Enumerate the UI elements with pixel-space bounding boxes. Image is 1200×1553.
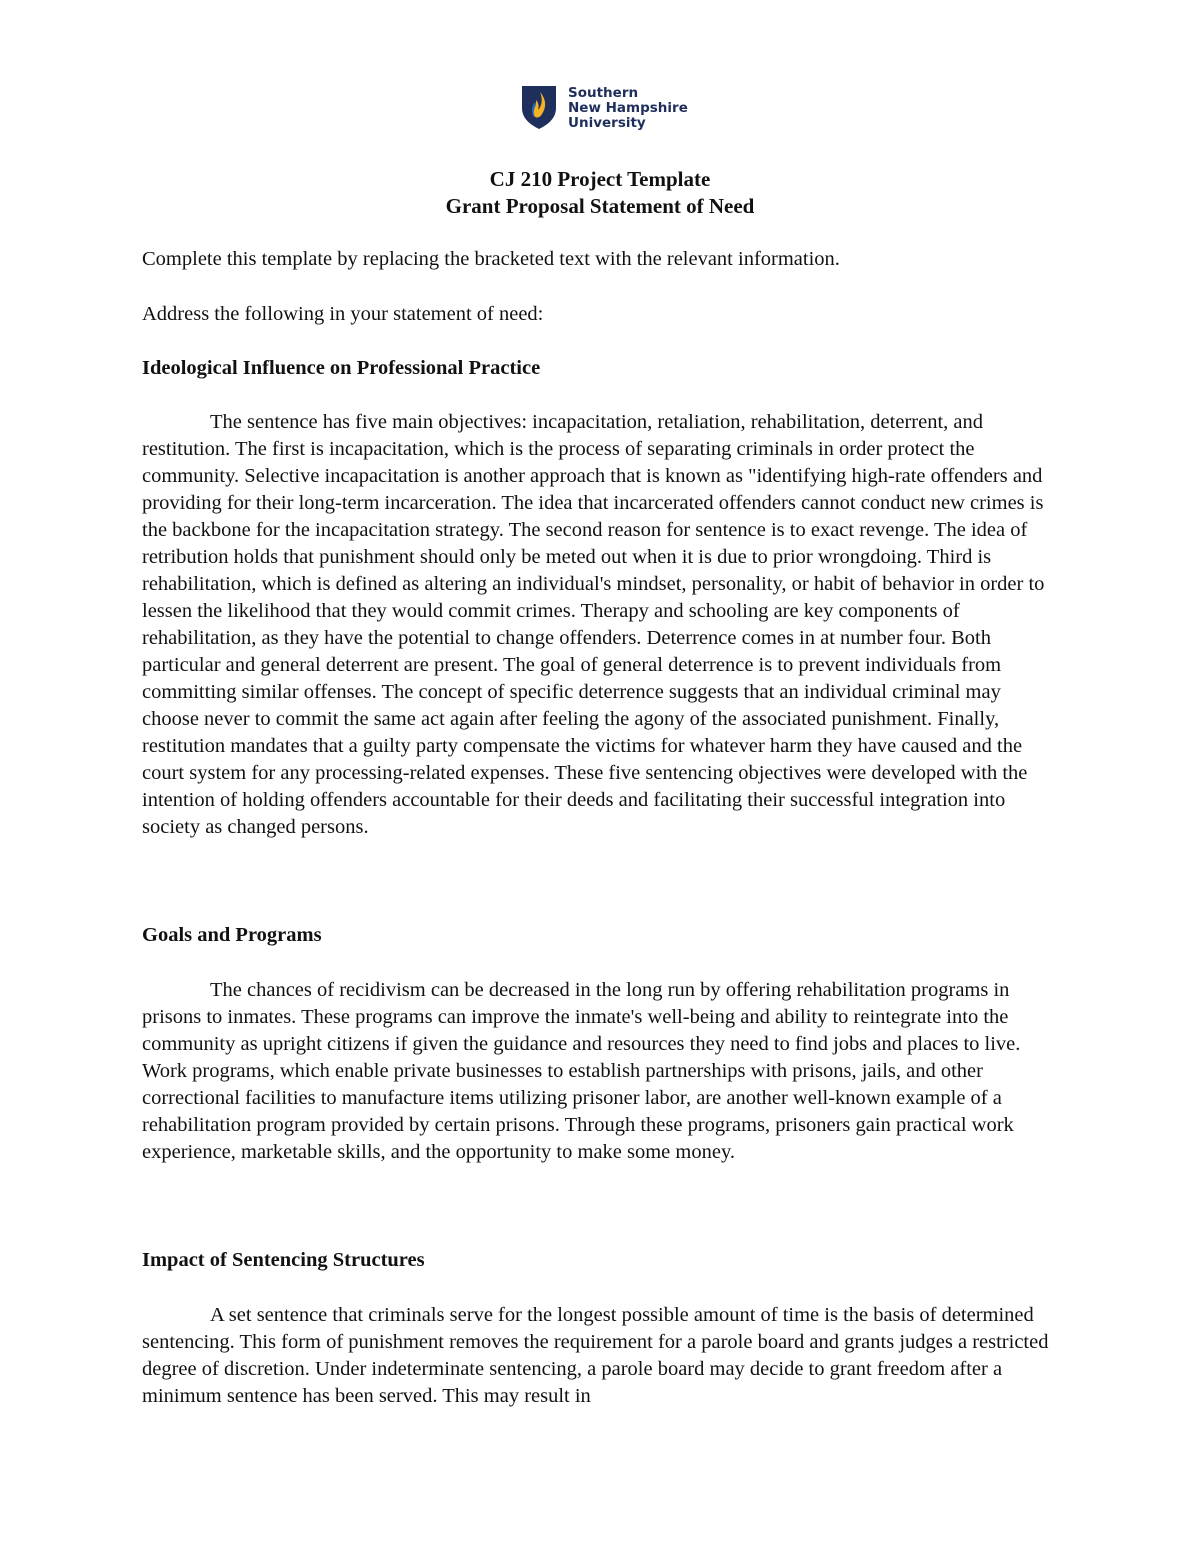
logo-line-1: Southern [568,85,639,101]
logo-wordmark [568,84,688,131]
section-body-goals-programs: The chances of recidivism can be decreased in the long run by offering rehabilitation programs in prisons to inmates. These programs can improve the inmate's well-being and ability to reintegrate into the community as upright citizens if given the guidance and resources they need to find jobs and places to live. Work programs, which enable private businesses to establish partnerships with prisons, jails, and other correctional facilities to manufacture items utilizing prisoner labor, are another well-known example of a rehabilitation program provided by certain prisons. Through these programs, prisoners gain practical work experience, marketable skills, and the opportunity to make some money. [142,979,1021,1163]
instruction-text: Complete this template by replacing the bracketed text with the relevant information. [142,248,840,270]
section-body-ideological-influence: The sentence has five main objectives: incapacitation, retaliation, rehabilitation, deterrent, and restitution. The first is incapacitation, which is the process of separating criminals in order protect the community. Selective incapacitation is another approach that is known as "identifying high-rate offenders and providing for their long-term incarceration. The idea that incarcerated offenders cannot conduct new crimes is the backbone for the incapacitation strategy. The second reason for sentence is to exact revenge. The idea of retribution holds that punishment should only be meted out when it is due to prior wrongdoing. Third is rehabilitation, which is defined as altering an individual's mindset, personality, or habit of behavior in order to lessen the likelihood that they would commit crimes. Therapy and schooling are key components of rehabilitation, as they have the potential to change offenders. Deterrence comes in at number four. Both particular and general deterrent are present. The goal of general deterrence is to prevent individuals from committing similar offenses. The concept of specific deterrence suggests that an individual criminal may choose never to commit the same act again after feeling the agony of the associated punishment. Finally, restitution mandates that a guilty party compensate the victims for whatever harm they have caused and the court system for any processing-related expenses. These five sentencing objectives were developed with the intention of holding offenders accountable for their deeds and facilitating their successful integration into society as changed persons. [142,411,1045,838]
logo-line-2: New Hampshire [568,100,688,116]
section-heading-sentencing-structures: Impact of Sentencing Structures [142,1249,425,1271]
section-body-sentencing-structures: A set sentence that criminals serve for the longest possible amount of time is the basis of determined sentencing. This form of punishment removes the requirement for a parole board and grants judges a restricted degree of discretion. Under indeterminate sentencing, a parole board may decide to grant freedom after a minimum sentence has been served. This may result in [142,1304,1049,1407]
shield-flame-icon [520,84,558,130]
logo-line-3: University [568,115,646,131]
address-text: Address the following in your statement of need: [142,303,544,325]
section-heading-ideological-influence: Ideological Influence on Professional Practice [142,357,541,379]
document-title: CJ 210 Project Template [489,167,711,191]
university-logo [520,84,690,134]
document-subtitle: Grant Proposal Statement of Need [445,194,755,218]
section-heading-goals-programs: Goals and Programs [142,924,322,946]
